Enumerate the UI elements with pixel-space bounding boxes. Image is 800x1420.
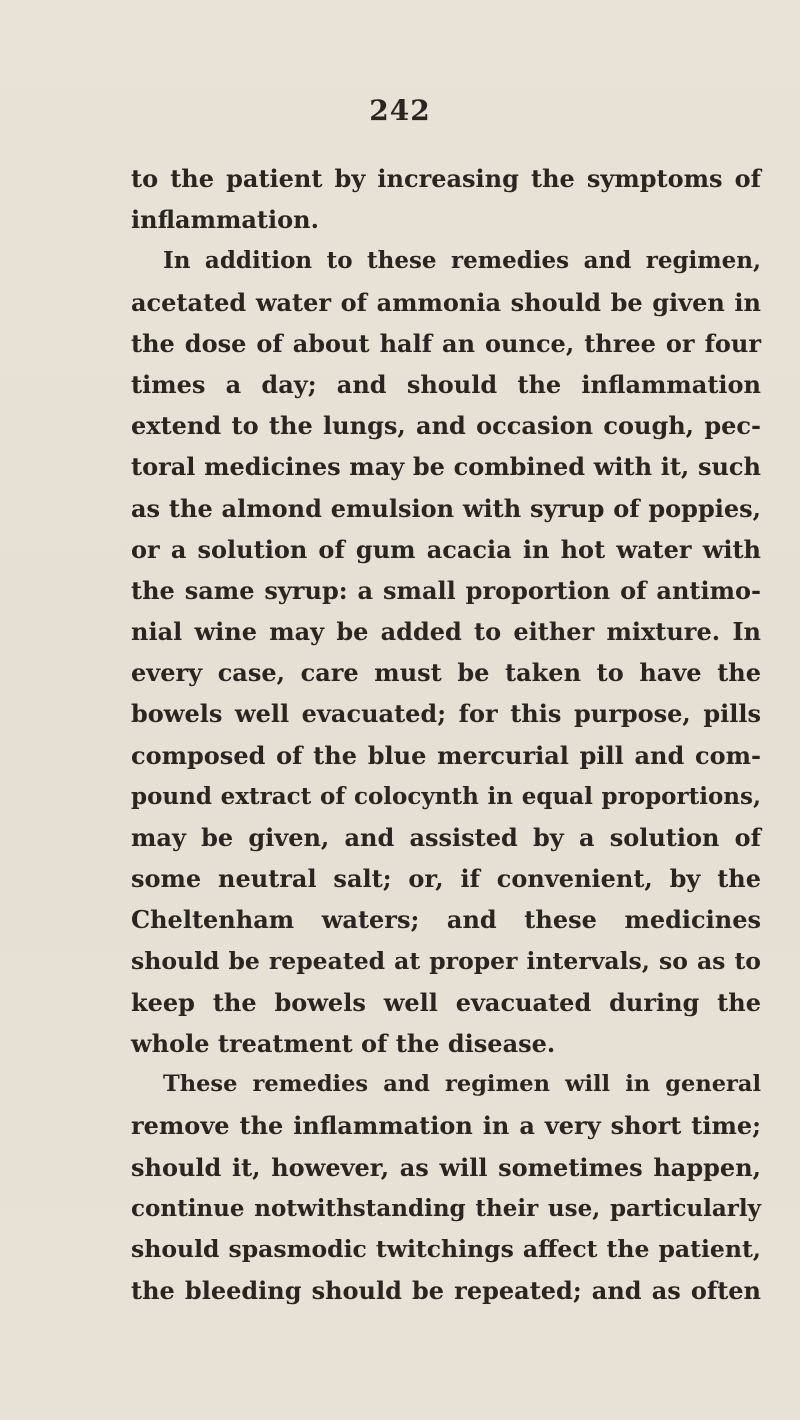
text-line: some neutral salt; or, if convenient, by the <box>131 864 761 894</box>
text-line: pound extract of colocynth in equal proportions, <box>131 782 761 810</box>
text-line: the same syrup: a small proportion of antimo- <box>131 575 761 605</box>
text-line: acetated water of ammonia should be given in <box>131 287 761 317</box>
body-text <box>131 158 761 1311</box>
text-line: inflammation. <box>131 205 319 235</box>
text-line: should it, however, as will sometimes happen, <box>131 1152 761 1182</box>
text-line: the bleeding should be repeated; and as often <box>131 1276 761 1306</box>
text-line: toral medicines may be combined with it, such <box>131 452 761 482</box>
text-line: nial wine may be added to either mixture. In <box>131 617 761 647</box>
text-line: to the patient by increasing the symptoms of <box>131 164 761 193</box>
text-line: These remedies and regimen will in general <box>163 1071 761 1098</box>
text-line: keep the bowels well evacuated during the <box>131 987 761 1017</box>
text-line: or a solution of gum acacia in hot water with <box>131 534 761 564</box>
text-line: as the almond emulsion with syrup of poppies, <box>131 493 761 523</box>
text-line: every case, care must be taken to have the <box>131 658 761 688</box>
text-line: extend to the lungs, and occasion cough, pec- <box>131 411 761 441</box>
text-line: whole treatment of the disease. <box>131 1028 556 1058</box>
text-line: remove the inflammation in a very short time; <box>131 1111 761 1141</box>
text-line: times a day; and should the inflammation <box>131 369 761 399</box>
text-line: composed of the blue mercurial pill and com- <box>131 740 761 770</box>
text-line: should spasmodic twitchings affect the patient, <box>131 1234 761 1263</box>
text-line: bowels well evacuated; for this purpose, pills <box>131 699 761 729</box>
text-line: Cheltenham waters; and these medicines <box>131 905 761 935</box>
text-line: should be repeated at proper intervals, so as to <box>131 946 761 975</box>
page-number: 242 <box>369 94 431 127</box>
text-line: continue notwithstanding their use, particularly <box>131 1194 761 1222</box>
text-line: may be given, and assisted by a solution of <box>131 823 761 852</box>
text-line: the dose of about half an ounce, three or four <box>131 328 761 358</box>
text-line: In addition to these remedies and regimen, <box>163 247 761 275</box>
